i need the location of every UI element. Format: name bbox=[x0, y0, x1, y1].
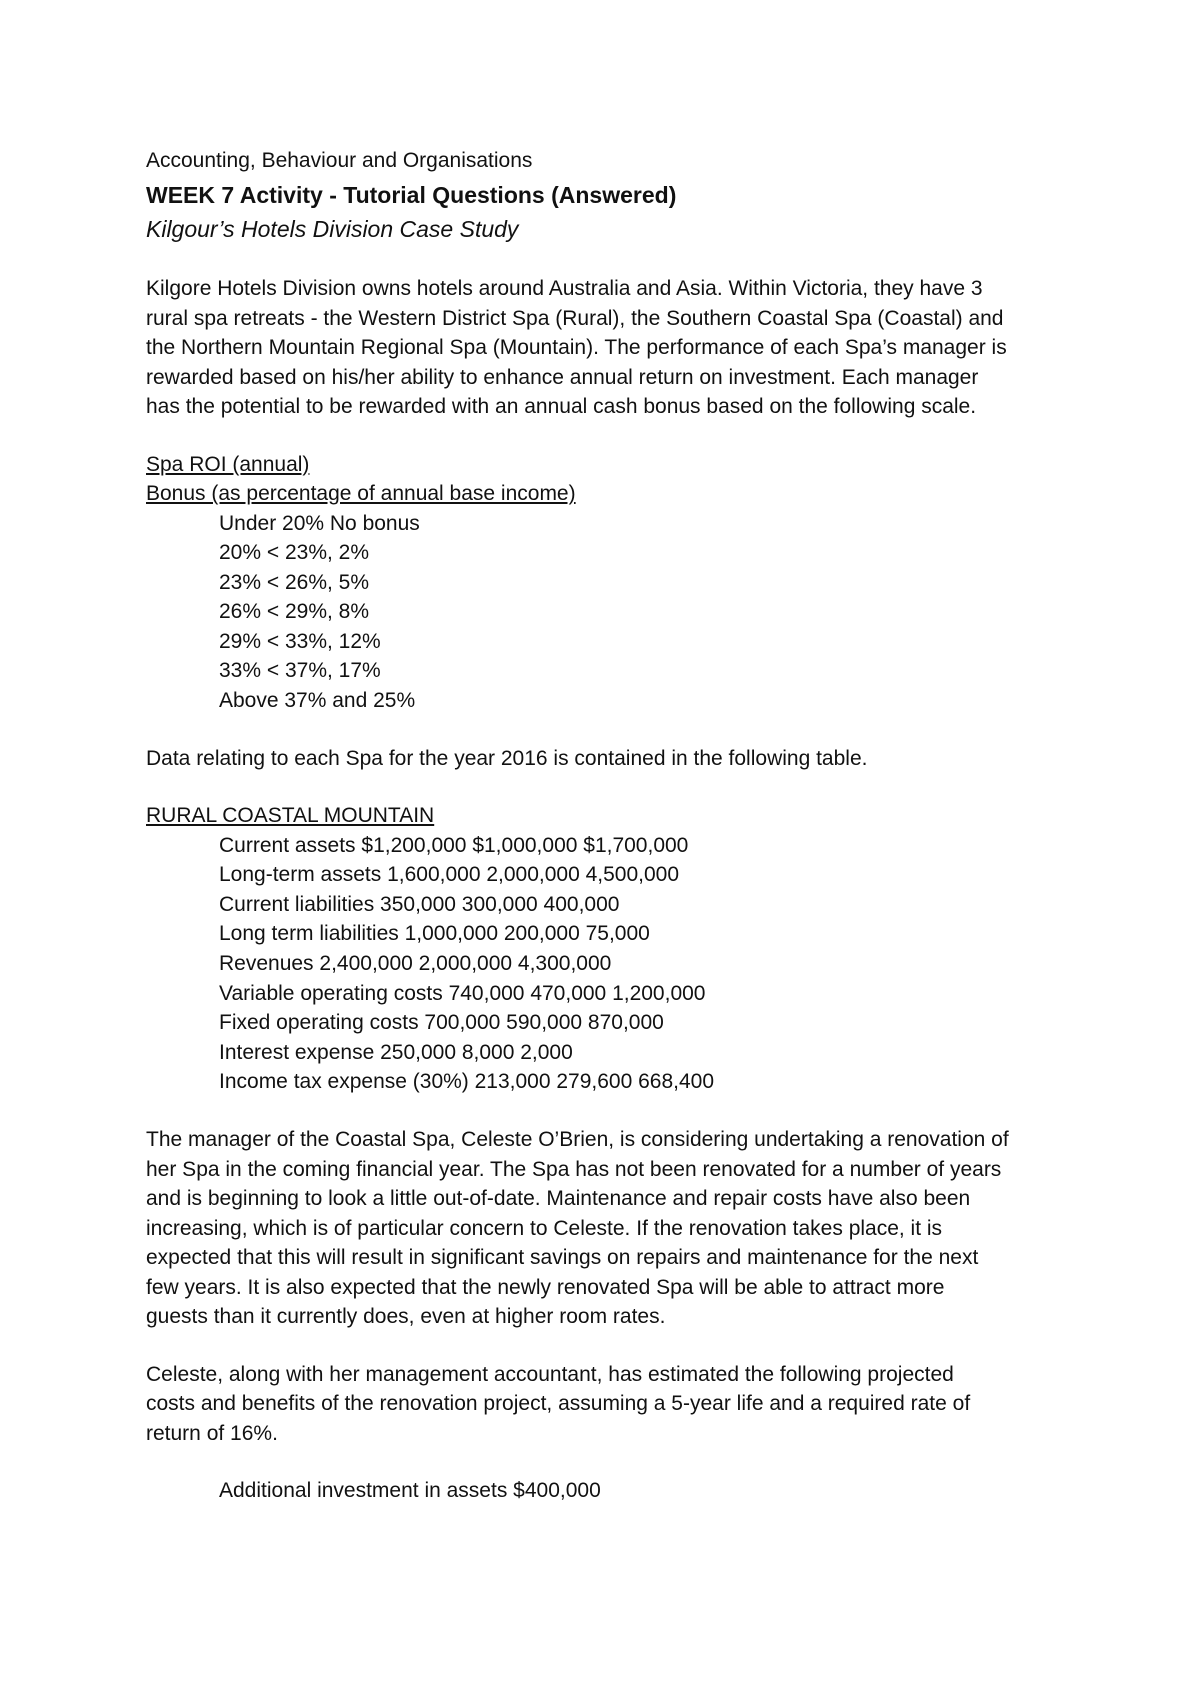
text-line: expected that this will result in significant savings on repairs and maintenance for the next bbox=[146, 1246, 979, 1269]
bonus-scale-row: 33% < 37%, 17% bbox=[219, 659, 381, 683]
case-study-subtitle: Kilgour’s Hotels Division Case Study bbox=[146, 216, 519, 242]
projection-item: Additional investment in assets $400,000 bbox=[219, 1479, 601, 1502]
bonus-scale-section bbox=[146, 450, 1086, 716]
text-line: Kilgore Hotels Division owns hotels around Australia and Asia. Within Victoria, they have 3 bbox=[146, 277, 983, 300]
text-line: Celeste, along with her management accountant, has estimated the following projected bbox=[146, 1362, 954, 1386]
text-line: has the potential to be rewarded with an annual cash bonus based on the following scale. bbox=[146, 395, 977, 418]
spa-table-row: Long term liabilities 1,000,000 200,000 75,000 bbox=[219, 922, 650, 946]
text-line: rewarded based on his/her ability to enhance annual return on investment. Each manager bbox=[146, 365, 979, 389]
spa-table-row: Variable operating costs 740,000 470,000 1,200,000 bbox=[219, 981, 706, 1005]
spa-table-rows bbox=[146, 831, 1086, 1097]
spa-table-row: Current liabilities 350,000 300,000 400,000 bbox=[219, 892, 620, 916]
bonus-scale-row: 26% < 29%, 8% bbox=[219, 600, 370, 624]
bonus-scale-row: 29% < 33%, 12% bbox=[219, 629, 381, 653]
text-line: return of 16%. bbox=[146, 1421, 278, 1445]
projection-list bbox=[146, 1476, 1086, 1506]
course-name: Accounting, Behaviour and Organisations bbox=[146, 149, 533, 172]
projection-paragraph bbox=[146, 1360, 1086, 1449]
spa-table-row: Revenues 2,400,000 2,000,000 4,300,000 bbox=[219, 952, 612, 976]
spa-data-table bbox=[146, 801, 1086, 1097]
text-line: the Northern Mountain Regional Spa (Mountain). The performance of each Spa’s manager is bbox=[146, 336, 1007, 359]
document-content bbox=[146, 146, 1086, 1506]
intro-paragraph bbox=[146, 274, 1086, 422]
bonus-heading-roi: Spa ROI (annual) bbox=[146, 452, 310, 476]
spa-table-row: Long-term assets 1,600,000 2,000,000 4,500,000 bbox=[219, 863, 680, 887]
bonus-scale-row: Under 20% No bonus bbox=[219, 511, 420, 535]
bonus-scale-row: 20% < 23%, 2% bbox=[219, 541, 370, 565]
spa-table-row: Interest expense 250,000 8,000 2,000 bbox=[219, 1040, 573, 1064]
text-line: her Spa in the coming financial year. The Spa has not been renovated for a number of years bbox=[146, 1157, 1002, 1181]
spa-table-row: Income tax expense (30%) 213,000 279,600 668,400 bbox=[219, 1070, 715, 1094]
bonus-scale-row: 23% < 26%, 5% bbox=[219, 570, 370, 594]
text-line: and is beginning to look a little out-of-date. Maintenance and repair costs have also been bbox=[146, 1187, 971, 1210]
bonus-heading-percentage: Bonus (as percentage of annual base income) bbox=[146, 482, 576, 505]
text-line: rural spa retreats - the Western District Spa (Rural), the Southern Coastal Spa (Coastal) and bbox=[146, 306, 1004, 330]
text-line: guests than it currently does, even at higher room rates. bbox=[146, 1305, 666, 1328]
bonus-scale-list bbox=[146, 509, 1086, 716]
text-line: The manager of the Coastal Spa, Celeste O’Brien, is considering undertaking a renovation of bbox=[146, 1128, 1009, 1151]
renovation-paragraph bbox=[146, 1125, 1086, 1332]
text-line: few years. It is also expected that the newly renovated Spa will be able to attract more bbox=[146, 1275, 945, 1299]
bonus-scale-row: Above 37% and 25% bbox=[219, 689, 416, 713]
spa-table-row: Fixed operating costs 700,000 590,000 870,000 bbox=[219, 1011, 664, 1035]
spa-table-heading: RURAL COASTAL MOUNTAIN bbox=[146, 804, 435, 828]
page-title: WEEK 7 Activity - Tutorial Questions (Answered) bbox=[146, 182, 677, 208]
data-intro: Data relating to each Spa for the year 2016 is contained in the following table. bbox=[146, 746, 868, 770]
text-line: costs and benefits of the renovation project, assuming a 5-year life and a required rate of bbox=[146, 1392, 971, 1415]
text-line: increasing, which is of particular concern to Celeste. If the renovation takes place, it is bbox=[146, 1216, 943, 1240]
spa-table-row: Current assets $1,200,000 $1,000,000 $1,700,000 bbox=[219, 833, 689, 857]
